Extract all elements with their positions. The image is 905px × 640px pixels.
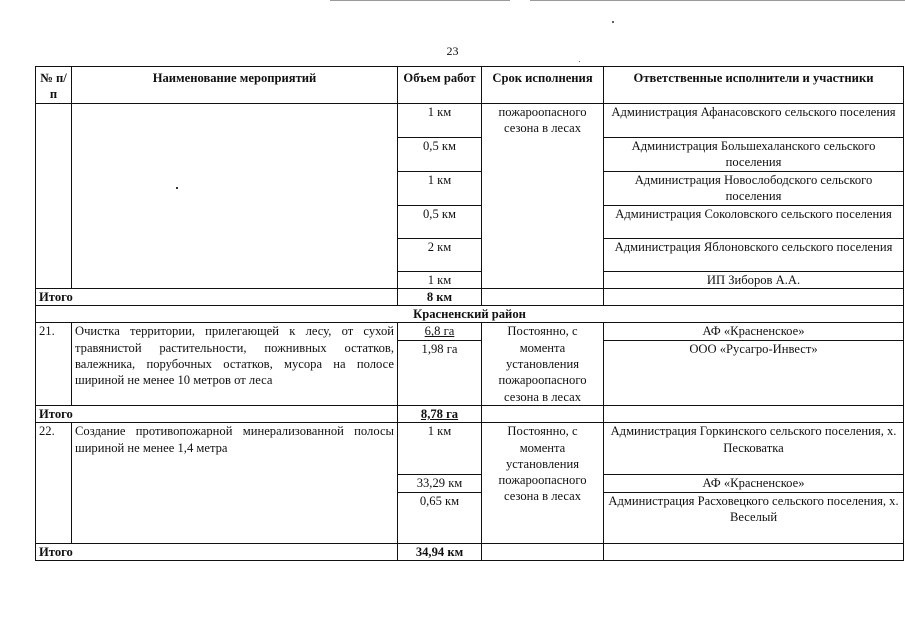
total-label: Итого xyxy=(36,543,398,560)
num-cell: 22. xyxy=(36,423,72,543)
empty-cell xyxy=(482,543,604,560)
empty-cell xyxy=(482,405,604,422)
total-row xyxy=(36,543,904,560)
volume-cell: 1 км xyxy=(398,423,482,475)
volume-cell: 0,65 км xyxy=(398,492,482,543)
volume-cell xyxy=(398,323,482,340)
volume-cell: 0,5 км xyxy=(398,138,482,172)
term-cell: Постоянно, с момента установления пожароопасного сезона в лесах xyxy=(482,323,604,405)
responsible-cell: Администрация Расховецкого сельского поселения, х. Веселый xyxy=(604,492,904,543)
volume-cell: 0,5 км xyxy=(398,205,482,238)
total-label: Итого xyxy=(36,288,398,305)
total-row xyxy=(36,288,904,305)
empty-cell xyxy=(604,543,904,560)
num-cell xyxy=(36,104,72,289)
responsible-cell: Администрация Новослободского сельского поселения xyxy=(604,172,904,206)
total-row xyxy=(36,405,904,422)
scan-top-line-right xyxy=(530,0,905,1)
term-cell: Постоянно, с момента установления пожароопасного сезона в лесах xyxy=(482,423,604,543)
scan-speck xyxy=(176,187,178,189)
volume-cell: 1,98 га xyxy=(398,340,482,405)
scan-top-line-left xyxy=(330,0,510,1)
total-value: 8 км xyxy=(398,288,482,305)
empty-cell xyxy=(604,288,904,305)
empty-cell xyxy=(604,405,904,422)
responsible-cell: Администрация Соколовского сельского поселения xyxy=(604,205,904,238)
name-cell: Создание противопожарной минерализованной полосы шириной не менее 1,4 метра xyxy=(72,423,398,543)
scan-speck xyxy=(579,61,580,62)
total-value: 34,94 км xyxy=(398,543,482,560)
section-title: Красненский район xyxy=(36,306,904,323)
total-value-text: 8,78 га xyxy=(420,406,459,421)
table-row xyxy=(36,104,904,138)
responsible-cell: ИП Зиборов А.А. xyxy=(604,271,904,288)
volume-value: 6,8 га xyxy=(424,324,455,339)
volume-cell: 1 км xyxy=(398,104,482,138)
name-cell: Очистка территории, прилегающей к лесу, от сухой травянистой растительности, пожнивных остатков, валежника, порубочных остатков, мусора на полосе шириной не менее 10 метров от леса xyxy=(72,323,398,405)
volume-cell: 33,29 км xyxy=(398,475,482,492)
section-row xyxy=(36,306,904,323)
header-term: Срок исполнения xyxy=(482,67,604,104)
table-row xyxy=(36,423,904,475)
responsible-cell: АФ «Красненское» xyxy=(604,475,904,492)
activities-table xyxy=(35,66,904,561)
num-cell: 21. xyxy=(36,323,72,405)
scan-speck xyxy=(612,21,614,23)
header-volume: Объем работ xyxy=(398,67,482,104)
header-responsible: Ответственные исполнители и участники xyxy=(604,67,904,104)
page-number: 23 xyxy=(446,44,459,58)
volume-cell: 1 км xyxy=(398,271,482,288)
name-cell xyxy=(72,104,398,289)
responsible-cell: Администрация Горкинского сельского поселения, х. Песковатка xyxy=(604,423,904,475)
volume-cell: 1 км xyxy=(398,172,482,206)
empty-cell xyxy=(482,288,604,305)
table-row xyxy=(36,323,904,340)
header-num: № п/п xyxy=(36,67,72,104)
term-cell: пожароопасного сезона в лесах xyxy=(482,104,604,289)
total-label: Итого xyxy=(36,405,398,422)
responsible-cell: Администрация Яблоновского сельского поселения xyxy=(604,238,904,271)
header-name: Наименование мероприятий xyxy=(72,67,398,104)
responsible-cell: Администрация Большехаланского сельского поселения xyxy=(604,138,904,172)
responsible-cell: ООО «Русагро-Инвест» xyxy=(604,340,904,405)
responsible-cell: АФ «Красненское» xyxy=(604,323,904,340)
table-header-row xyxy=(36,67,904,104)
total-value xyxy=(398,405,482,422)
responsible-cell: Администрация Афанасовского сельского поселения xyxy=(604,104,904,138)
volume-cell: 2 км xyxy=(398,238,482,271)
